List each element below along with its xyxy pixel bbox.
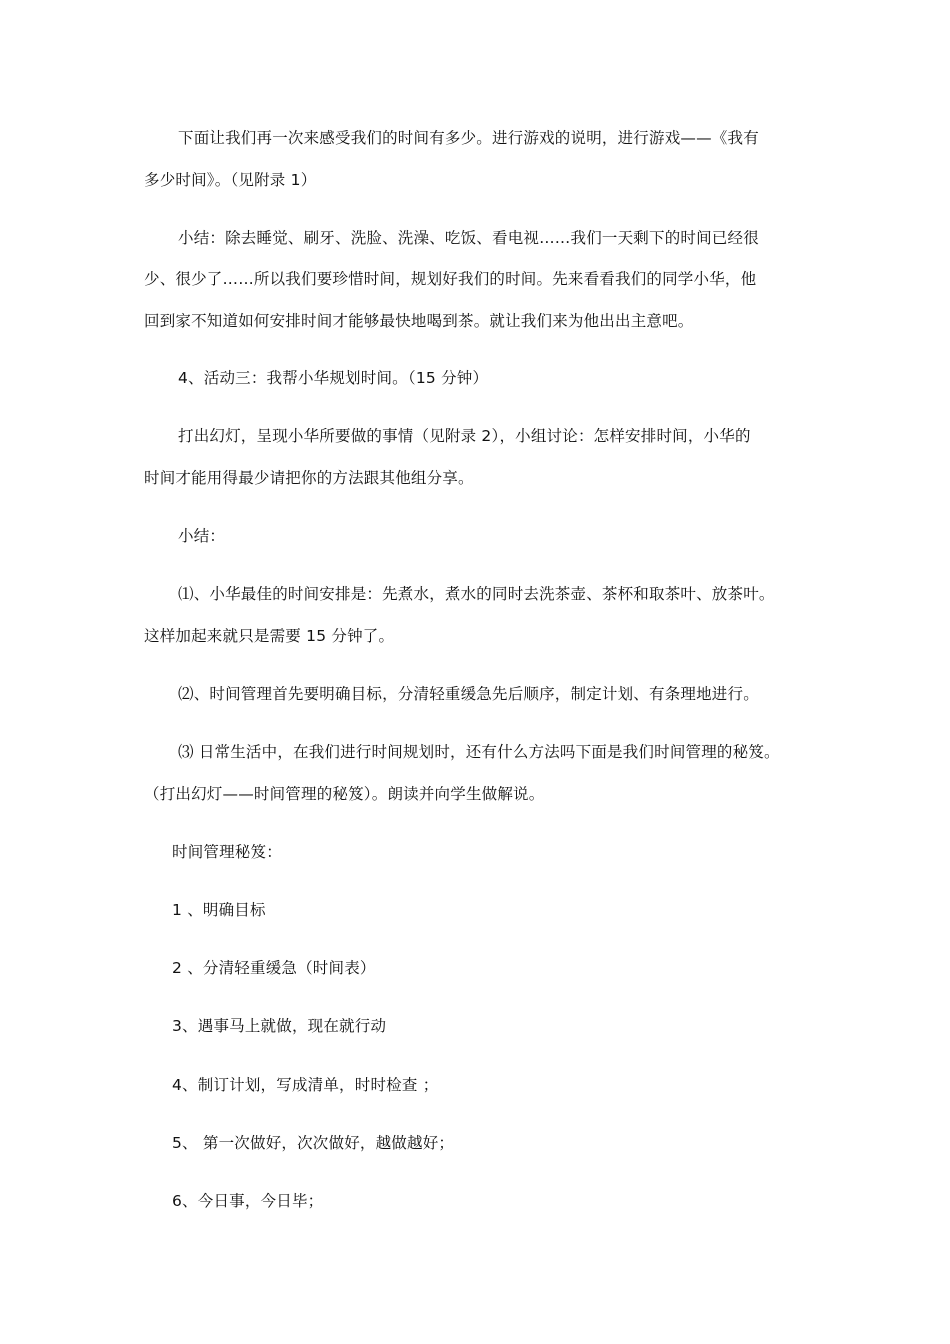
point-1-line-2: 这样加起来就只是需要 15 分钟了。 xyxy=(144,627,395,645)
summary-label: 小结： xyxy=(178,527,226,545)
paragraph-summary-line-2: 少、很少了……所以我们要珍惜时间，规划好我们的时间。先来看看我们的同学小华，他 xyxy=(144,270,757,288)
tip-item-1: 1 、明确目标 xyxy=(172,901,266,919)
tips-heading: 时间管理秘笈： xyxy=(172,843,282,861)
tip-item-2: 2 、分清轻重缓急（时间表） xyxy=(172,959,376,977)
activity-three-heading: 4、活动三：我帮小华规划时间。（15 分钟） xyxy=(178,369,489,387)
point-2: ⑵、时间管理首先要明确目标，分清轻重缓急先后顺序，制定计划、有条理地进行。 xyxy=(178,685,759,703)
tip-item-4: 4、制订计划，写成清单，时时检查 ； xyxy=(172,1076,439,1094)
tip-item-5: 5、 第一次做好，次次做好，越做越好； xyxy=(172,1134,455,1152)
paragraph-game-intro-line-1: 下面让我们再一次来感受我们的时间有多少。进行游戏的说明，进行游戏——《我有 xyxy=(178,129,759,147)
point-1-line-1: ⑴、小华最佳的时间安排是：先煮水，煮水的同时去洗茶壶、茶杯和取茶叶、放茶叶。 xyxy=(178,585,775,603)
point-3-line-1: ⑶ 日常生活中，在我们进行时间规划时，还有什么方法吗下面是我们时间管理的秘笈。 xyxy=(178,743,780,761)
paragraph-summary-line-3: 回到家不知道如何安排时间才能够最快地喝到茶。就让我们来为他出出主意吧。 xyxy=(144,312,694,330)
tip-item-6: 6、今日事，今日毕； xyxy=(172,1192,324,1210)
point-3-line-2: （打出幻灯——时间管理的秘笈）。朗读并向学生做解说。 xyxy=(144,785,545,803)
paragraph-slide-line-2: 时间才能用得最少请把你的方法跟其他组分享。 xyxy=(144,469,474,487)
paragraph-summary-line-1: 小结：除去睡觉、刷牙、洗脸、洗澡、吃饭、看电视……我们一天剩下的时间已经很 xyxy=(178,229,759,247)
tip-item-3: 3、遇事马上就做，现在就行动 xyxy=(172,1017,387,1035)
paragraph-slide-line-1: 打出幻灯，呈现小华所要做的事情（见附录 2），小组讨论：怎样安排时间，小华的 xyxy=(178,427,751,445)
paragraph-game-intro-line-2: 多少时间》。（见附录 1） xyxy=(144,171,317,189)
